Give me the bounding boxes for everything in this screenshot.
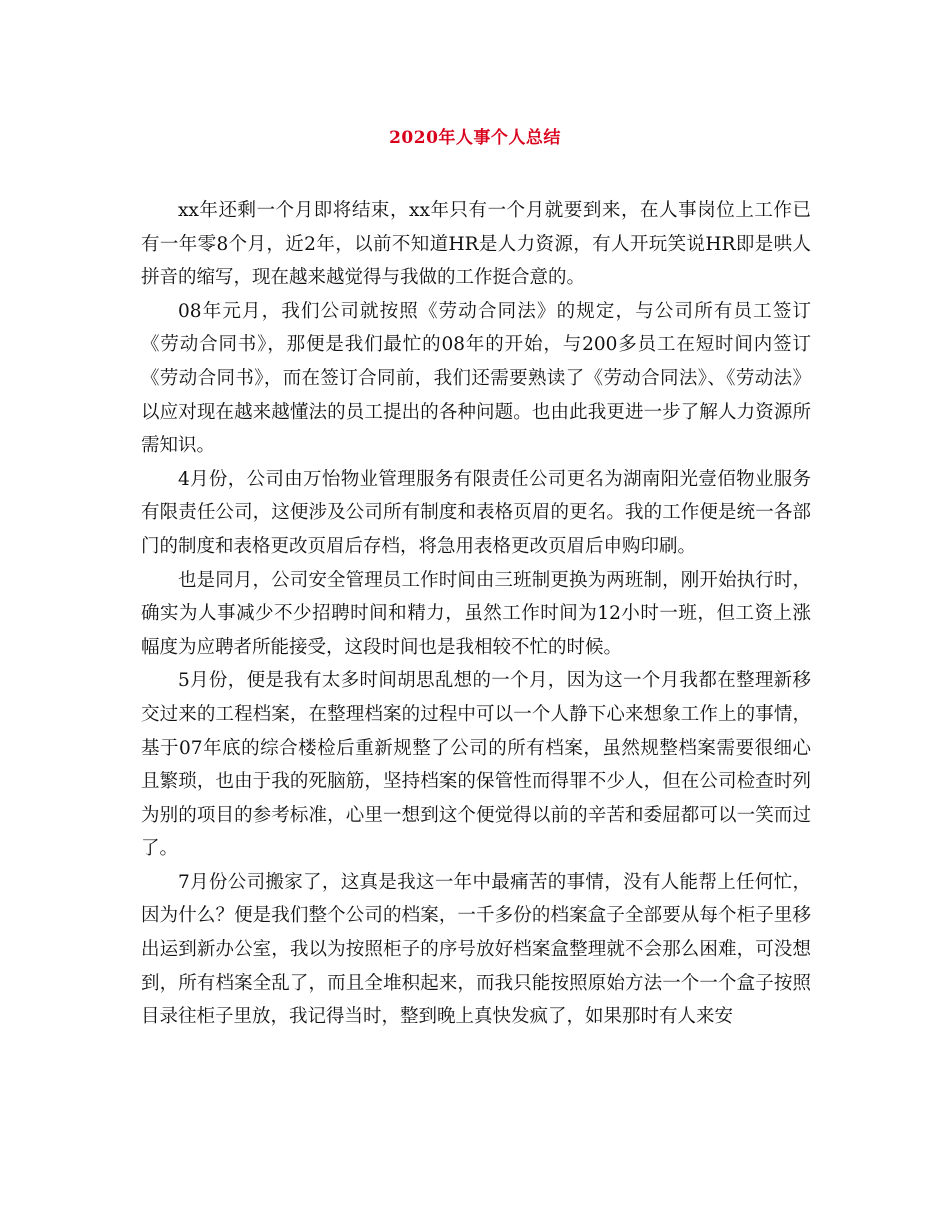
paragraph-3: 4月份，公司由万怡物业管理服务有限责任公司更名为湖南阳光壹佰物业服务有限责任公司，这便涉及公司所有制度和表格页眉的更名。我的工作便是统一各部门的制度和表格更改页眉后存档，将急用表格更改页眉后申购印刷。 [141,468,811,557]
paragraph-1: xx年还剩一个月即将结束，xx年只有一个月就要到来，在人事岗位上工作已有一年零8个月，近2年，以前不知道HR是人力资源，有人开玩笑说HR即是哄人拼音的缩写，现在越来越觉得与我做的工作挺合意的。 [141,200,811,289]
paragraph-6: 7月份公司搬家了，这真是我这一年中最痛苦的事情，没有人能帮上任何忙，因为什么？便是我们整个公司的档案，一千多份的档案盒子全部要从每个柜子里移出运到新办公室，我以为按照柜子的序号放好档案盒整理就不会那么困难，可没想到，所有档案全乱了，而且全堆积起来，而我只能按照原始方法一个一个盒子按照目录往柜子里放，我记得当时，整到晚上真快发疯了，如果那时有人来安 [141,871,811,1028]
paragraph-2: 08年元月，我们公司就按照《劳动合同法》的规定，与公司所有员工签订《劳动合同书》，那便是我们最忙的08年的开始，与200多员工在短时间内签订《劳动合同书》，而在签订合同前，我们还需要熟读了《劳动合同法》、《劳动法》以应对现在越来越懂法的员工提出的各种问题。也由此我更进一步了解人力资源所需知识。 [141,300,811,457]
paragraph-4: 也是同月，公司安全管理员工作时间由三班制更换为两班制，刚开始执行时，确实为人事减少不少招聘时间和精力，虽然工作时间为12小时一班，但工资上涨幅度为应聘者所能接受，这段时间也是我相较不忙的时候。 [141,569,811,658]
paragraph-5: 5月份，便是我有太多时间胡思乱想的一个月，因为这一个月我都在整理新移交过来的工程档案，在整理档案的过程中可以一个人静下心来想象工作上的事情，基于07年底的综合楼检后重新规整了公司的所有档案，虽然规整档案需要很细心且繁琐，也由于我的死脑筋，坚持档案的保管性而得罪不少人，但在公司检查时列为别的项目的参考标准，心里一想到这个便觉得以前的辛苦和委屈都可以一笑而过了。 [141,670,811,860]
document-body [141,194,811,1034]
document-title: 2020年人事个人总结 [389,128,561,148]
